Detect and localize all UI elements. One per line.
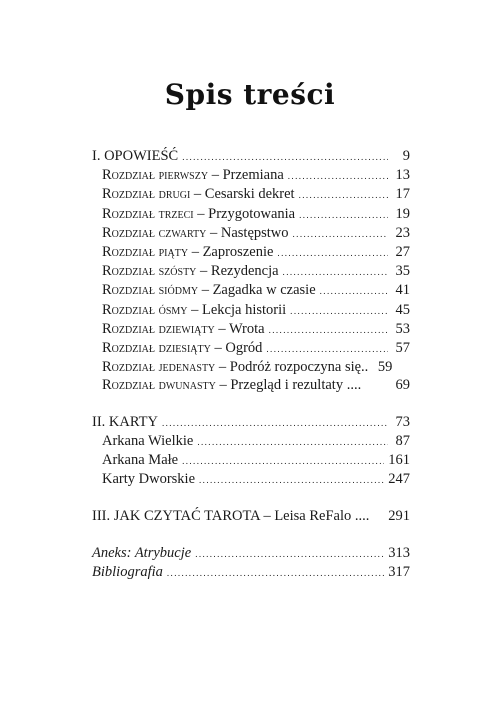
toc-chapter[interactable]: [92, 262, 410, 281]
dot-leader: [167, 564, 384, 582]
chapter-title: – Rezydencja: [196, 263, 279, 280]
chapter-prefix: Rozdział pierwszy: [102, 167, 209, 184]
chapter-title: – Przemiana: [208, 167, 284, 184]
chapter-title: – Podróż rozpoczyna się..: [215, 359, 369, 376]
toc-chapter[interactable]: [92, 320, 410, 339]
section-title: Arkana Małe: [102, 452, 179, 469]
chapter-prefix: Rozdział jedenasty: [102, 359, 216, 376]
chapter-prefix: Rozdział ósmy: [102, 301, 188, 318]
dot-leader: [299, 186, 388, 204]
toc-part-2[interactable]: [92, 413, 410, 432]
page-number: 161: [388, 452, 410, 469]
page-number: 23: [395, 224, 410, 241]
page-number: 317: [388, 563, 410, 580]
dot-leader: [320, 282, 388, 300]
chapter-title: – Ogród: [210, 340, 263, 357]
dot-leader: [162, 414, 388, 432]
toc-appendix[interactable]: [92, 544, 410, 563]
toc-chapter[interactable]: [92, 301, 410, 320]
page-title: Spis treści: [164, 78, 336, 111]
toc-part-label: II. KARTY: [92, 413, 158, 430]
page-number: 313: [388, 544, 410, 561]
section-title: Karty Dworskie: [102, 471, 196, 488]
page-number: 13: [395, 167, 410, 184]
chapter-title: – Wrota: [214, 320, 265, 337]
chapter-title: – Następstwo: [206, 224, 289, 241]
chapter-prefix: Rozdział dziesiąty: [102, 340, 211, 357]
chapter-prefix: Rozdział piąty: [102, 244, 189, 261]
page-number: 73: [395, 413, 410, 430]
appendix-title: Aneks: Atrybucje: [92, 544, 192, 561]
toc-part-1[interactable]: [92, 147, 410, 166]
dot-leader: [299, 206, 388, 224]
dot-leader: [182, 148, 388, 166]
page-number: 35: [395, 263, 410, 280]
chapter-title: – Zagadka w czasie: [198, 282, 316, 299]
toc-bibliography[interactable]: [92, 563, 410, 582]
dot-leader: [293, 225, 388, 243]
dot-leader: [288, 167, 388, 185]
chapter-prefix: Rozdział trzeci: [102, 205, 194, 222]
toc-chapter[interactable]: [92, 281, 410, 300]
toc-section[interactable]: [92, 451, 410, 470]
chapter-prefix: Rozdział siódmy: [102, 282, 199, 299]
bibliography-title: Bibliografia: [92, 563, 163, 580]
dot-leader: [195, 545, 384, 563]
section-title: Arkana Wielkie: [102, 432, 194, 449]
toc-chapter[interactable]: [92, 185, 410, 204]
chapter-title: – Przygotowania: [193, 205, 296, 222]
table-of-contents: [92, 147, 410, 582]
page-number: 41: [395, 282, 410, 299]
page-number: 87: [395, 432, 410, 449]
toc-chapter[interactable]: [92, 376, 410, 394]
page-number: 27: [395, 244, 410, 261]
dot-leader: [283, 263, 388, 281]
toc-chapter[interactable]: [92, 358, 410, 376]
page-number: 59: [377, 359, 393, 376]
page-number: 57: [395, 340, 410, 357]
toc-chapter[interactable]: [92, 243, 410, 262]
dot-leader: [182, 452, 384, 470]
chapter-prefix: Rozdział dwunasty: [102, 377, 216, 394]
page-number: 291: [388, 508, 410, 525]
page-number: 19: [395, 205, 410, 222]
toc-part-label: I. OPOWIEŚĆ: [92, 148, 179, 164]
chapter-title: – Zaproszenie: [188, 244, 274, 261]
dot-leader: [197, 433, 388, 451]
page-number: 69: [395, 377, 410, 394]
dot-leader: [269, 321, 388, 339]
toc-part-3[interactable]: [92, 507, 410, 525]
chapter-title: – Przegląd i rezultaty ....: [215, 377, 362, 394]
toc-section[interactable]: [92, 470, 410, 489]
chapter-title: – Cesarski dekret: [190, 186, 295, 203]
chapter-prefix: Rozdział drugi: [102, 186, 191, 203]
dot-leader: [290, 302, 388, 320]
page-number: 45: [395, 301, 410, 318]
chapter-prefix: Rozdział dziewiąty: [102, 320, 215, 337]
chapter-title: – Lekcja historii: [187, 301, 287, 318]
dot-leader: [199, 471, 384, 489]
dot-leader: [277, 244, 388, 262]
page-number: 9: [402, 148, 410, 164]
toc-chapter[interactable]: [92, 224, 410, 243]
dot-leader: [266, 340, 388, 358]
page-number: 247: [388, 471, 410, 488]
toc-chapter[interactable]: [92, 205, 410, 224]
chapter-prefix: Rozdział czwarty: [102, 224, 207, 241]
toc-section[interactable]: [92, 432, 410, 451]
page-number: 53: [395, 320, 410, 337]
page-number: 17: [395, 186, 410, 203]
toc-part-label: III. JAK CZYTAĆ TAROTA – Leisa ReFalo ....: [92, 508, 370, 525]
toc-chapter[interactable]: [92, 339, 410, 358]
chapter-prefix: Rozdział szósty: [102, 263, 197, 280]
toc-chapter[interactable]: [92, 166, 410, 185]
